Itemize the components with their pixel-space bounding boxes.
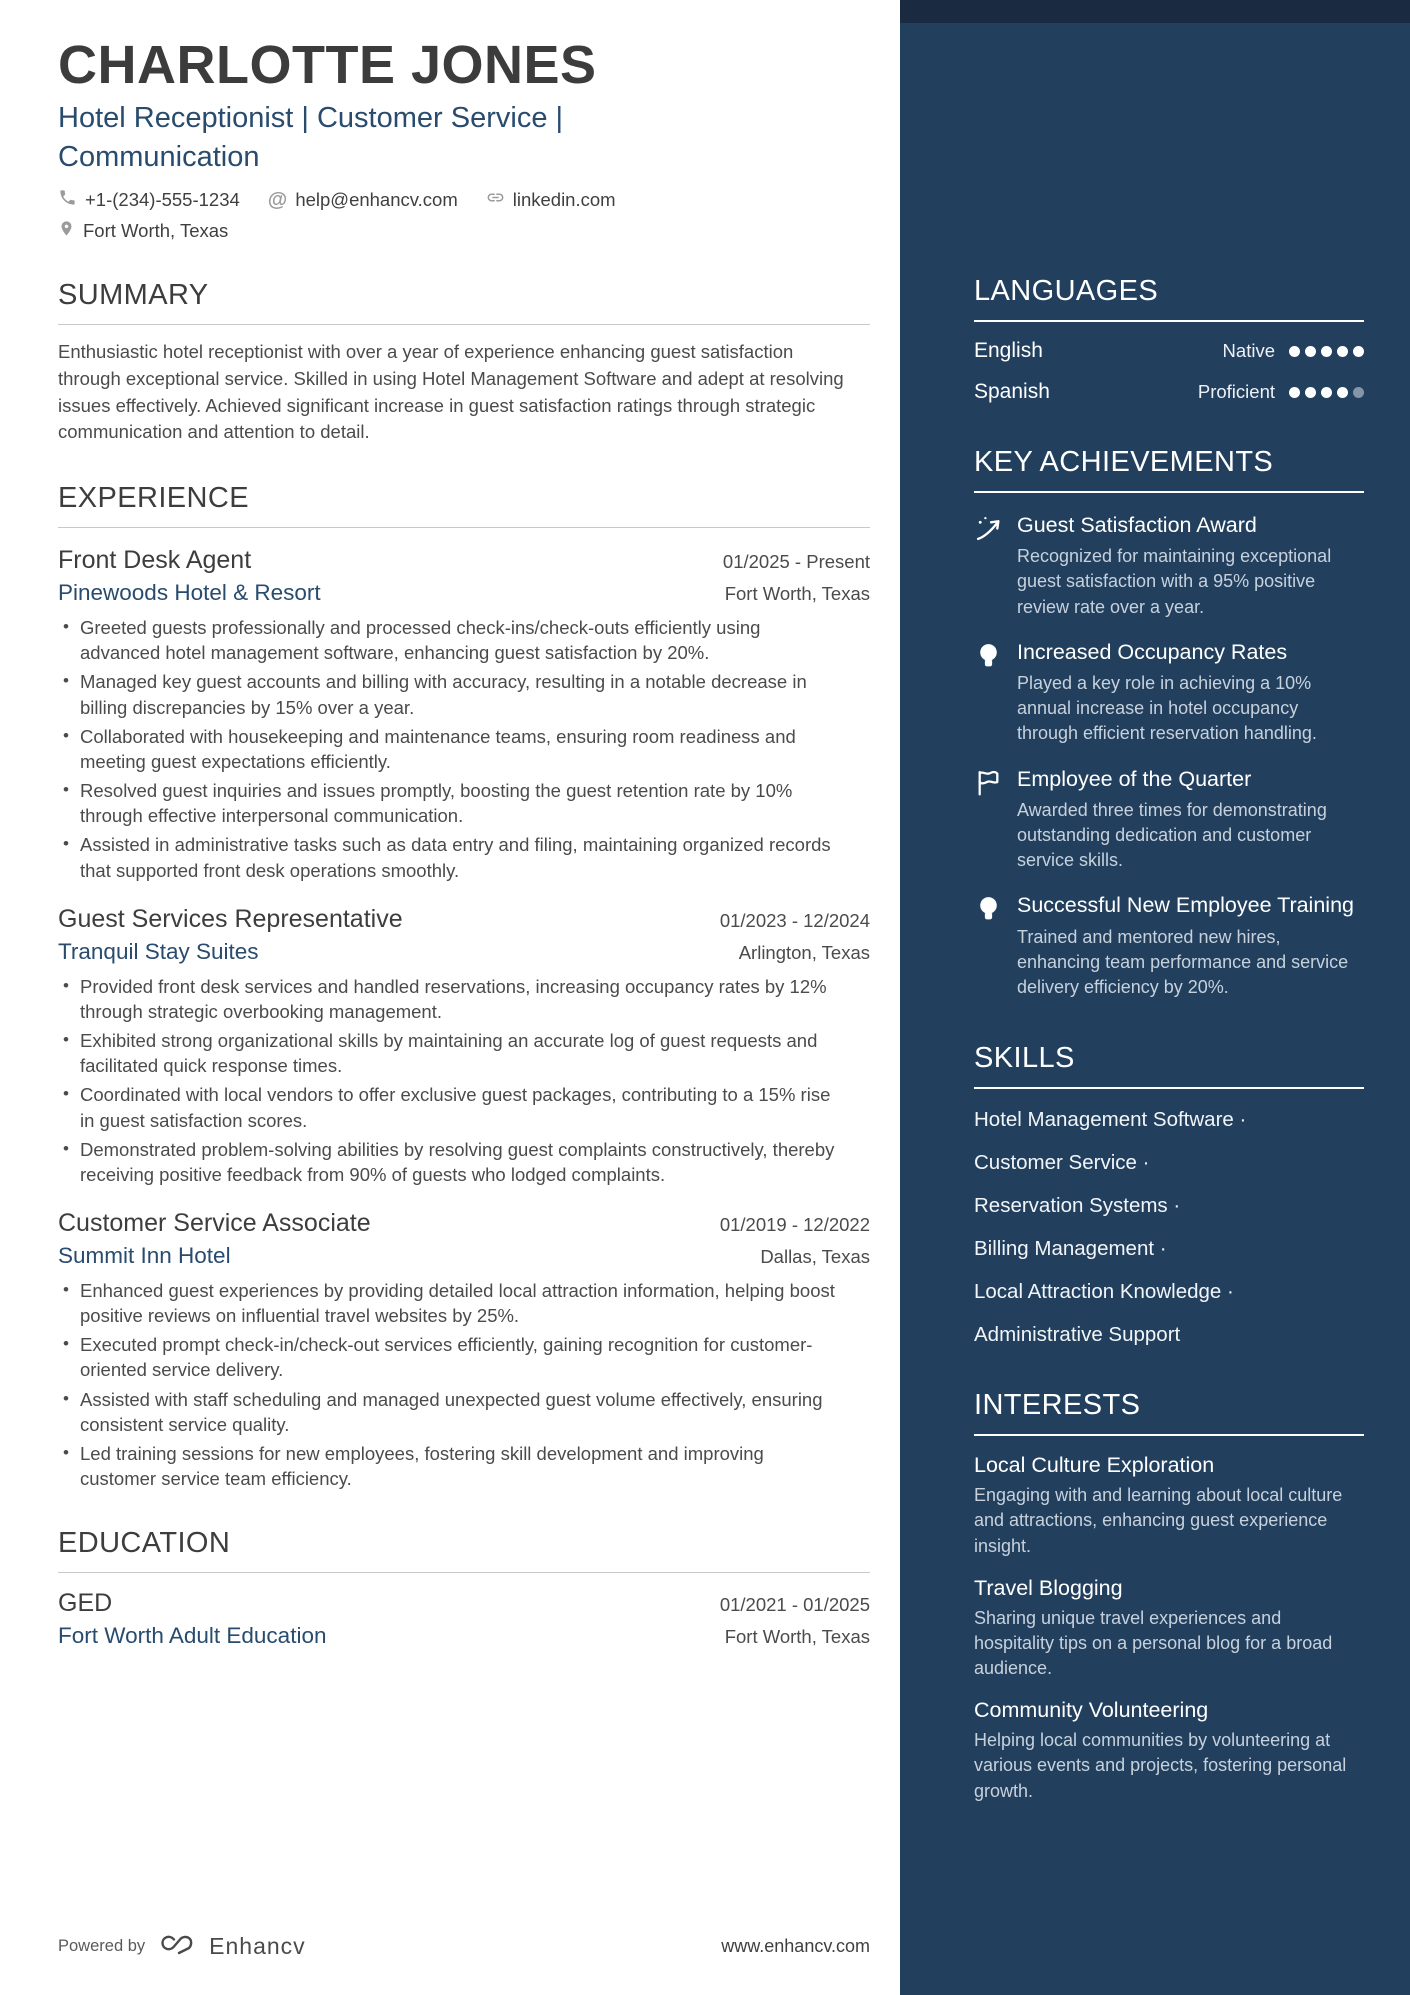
achievement-item	[974, 639, 1364, 747]
interest-text: Sharing unique travel experiences and hospitality tips on a personal blog for a broad audience.	[974, 1607, 1333, 1679]
proficiency-dot	[1321, 387, 1332, 398]
experience-entry	[58, 1209, 870, 1491]
bullet-item: • Executed prompt check-in/check-out services efficiently, gaining recognition for customer-oriented service delivery.	[80, 1332, 842, 1382]
job-dates: 01/2023 - 12/2024	[719, 909, 870, 931]
achievement-icon-slot	[974, 766, 1004, 874]
phone-icon	[58, 188, 77, 212]
bullet-item: • Demonstrated problem-solving abilities by resolving guest complaints constructively, thereby receiving positive feedback from 90% of guests who lodged complaints.	[80, 1137, 842, 1187]
bullet-item: • Collaborated with housekeeping and maintenance teams, ensuring room readiness and meeting guest expectations efficiently.	[80, 724, 842, 774]
main-column	[58, 0, 870, 1649]
contact-linkedin[interactable]	[486, 188, 616, 212]
website-link[interactable]: www.enhancv.com	[721, 1936, 870, 1956]
achievement-icon-slot	[974, 639, 1004, 747]
job-title: Customer Service Associate	[58, 1208, 371, 1237]
flag-icon	[974, 768, 1003, 797]
bullet-item: • Assisted with staff scheduling and managed unexpected guest volume effectively, ensuring consistent service quality.	[80, 1387, 842, 1437]
language-level-label: Native	[1222, 340, 1275, 361]
education-school-row	[58, 1623, 870, 1649]
skill-item: Local Attraction Knowledge ·	[974, 1280, 1234, 1304]
summary-heading: SUMMARY	[58, 279, 870, 325]
interests-section	[974, 1389, 1364, 1804]
experience-section	[58, 482, 870, 1491]
sidebar-content	[900, 23, 1410, 1804]
interest-item	[974, 1576, 1364, 1682]
education-section	[58, 1527, 870, 1649]
skill-item: Administrative Support	[974, 1323, 1181, 1347]
achievements-container	[974, 512, 1364, 1000]
proficiency-dot	[1353, 387, 1364, 398]
interest-item	[974, 1698, 1364, 1804]
interests-heading: INTERESTS	[974, 1389, 1364, 1436]
achievement-title: Increased Occupancy Rates	[1017, 639, 1288, 664]
language-row	[974, 380, 1364, 404]
job-company: Summit Inn Hotel	[58, 1242, 231, 1268]
contact-email-value: help@enhancv.com	[295, 188, 458, 210]
summary-section	[58, 279, 870, 446]
bullet-item: • Exhibited strong organizational skills by maintaining an accurate log of guest requests and facilitated quick response times.	[80, 1028, 842, 1078]
experience-entry	[58, 905, 870, 1187]
languages-container	[974, 339, 1364, 404]
education-heading: EDUCATION	[58, 1527, 870, 1573]
contact-phone	[58, 188, 240, 212]
job-location: Arlington, Texas	[738, 941, 870, 963]
job-dates: 01/2025 - Present	[722, 551, 870, 573]
sidebar-top-strip	[900, 0, 1410, 23]
job-location: Dallas, Texas	[760, 1245, 870, 1267]
job-company: Pinewoods Hotel & Resort	[58, 580, 321, 606]
page-footer	[58, 1932, 870, 1961]
achievements-section	[974, 446, 1364, 1000]
contact-linkedin-value: linkedin.com	[512, 188, 616, 210]
language-level-dots	[1289, 387, 1364, 398]
achievement-item	[974, 512, 1364, 620]
skill-item: Reservation Systems ·	[974, 1194, 1181, 1218]
education-location: Fort Worth, Texas	[724, 1626, 870, 1648]
contact-location	[58, 219, 228, 243]
proficiency-dot	[1305, 387, 1316, 398]
enhancv-logo-icon	[159, 1932, 195, 1961]
skill-item: Customer Service ·	[974, 1151, 1150, 1175]
proficiency-dot	[1305, 346, 1316, 357]
job-company-row	[58, 580, 870, 606]
job-location: Fort Worth, Texas	[724, 583, 870, 605]
achievement-icon-slot	[974, 892, 1004, 1000]
interest-text: Engaging with and learning about local culture and attractions, enhancing guest experience insight.	[974, 1485, 1343, 1556]
bullet-item: • Greeted guests professionally and processed check-ins/check-outs efficiently using advanced hotel management software, enhancing guest satisfaction by 20%.	[80, 615, 842, 665]
bullet-item: • Assisted in administrative tasks such as data entry and filing, maintaining organized records that supported front desk operations smoothly.	[80, 832, 842, 882]
proficiency-dot	[1321, 346, 1332, 357]
interest-text: Helping local communities by volunteering at various events and projects, fostering personal growth.	[974, 1730, 1347, 1801]
achievement-title: Employee of the Quarter	[1017, 766, 1252, 791]
achievement-text: Recognized for maintaining exceptional guest satisfaction with a 95% positive review rate over a year.	[1017, 546, 1332, 617]
experience-heading: EXPERIENCE	[58, 482, 870, 528]
school-name: Fort Worth Adult Education	[58, 1623, 327, 1649]
jobs-container	[58, 546, 870, 1491]
job-header-row	[58, 1209, 870, 1238]
job-bullets	[58, 974, 870, 1187]
skills-container	[974, 1108, 1364, 1347]
job-title: Front Desk Agent	[58, 546, 252, 575]
achievement-title: Guest Satisfaction Award	[1017, 513, 1257, 537]
candidate-title: Hotel Receptionist | Customer Service | Communication	[58, 102, 564, 173]
bullet-item: • Provided front desk services and handled reservations, increasing occupancy rates by 12% through strategic overbooking management.	[80, 974, 842, 1024]
languages-section	[974, 275, 1364, 404]
achievement-text: Played a key role in achieving a 10% annual increase in hotel occupancy through efficient reservation handling.	[1017, 673, 1317, 744]
language-name: English	[974, 339, 1043, 362]
bullet-item: • Coordinated with local vendors to offer exclusive guest packages, contributing to a 15% rise in guest satisfaction scores.	[80, 1082, 842, 1132]
email-at-icon: @	[267, 188, 288, 211]
job-company-row	[58, 939, 870, 965]
achievement-text: Trained and mentored new hires, enhancing team performance and service delivery efficiency by 20%.	[1017, 926, 1349, 997]
lightbulb-icon	[974, 894, 1003, 923]
language-name: Spanish	[974, 380, 1050, 403]
job-title: Guest Services Representative	[58, 904, 403, 933]
proficiency-dot	[1289, 387, 1300, 398]
bullet-item: • Led training sessions for new employees, fostering skill development and improving customer service team efficiency.	[80, 1441, 842, 1491]
achievement-item	[974, 892, 1364, 1000]
job-company-row	[58, 1243, 870, 1269]
contact-phone-value: +1-(234)-555-1234	[85, 188, 240, 210]
proficiency-dot	[1353, 346, 1364, 357]
contact-email[interactable]	[268, 189, 458, 211]
job-dates: 01/2019 - 12/2022	[719, 1213, 870, 1235]
achievement-item	[974, 766, 1364, 874]
powered-by-label: Powered by	[58, 1937, 146, 1955]
arrow-trending-icon	[974, 514, 1003, 543]
candidate-name: CHARLOTTE JONES	[58, 35, 597, 95]
interest-title: Community Volunteering	[974, 1698, 1209, 1723]
languages-heading: LANGUAGES	[974, 275, 1364, 322]
interest-item	[974, 1453, 1364, 1559]
bullet-item: • Managed key guest accounts and billing with accuracy, resulting in a notable decrease in billing discrepancies by 15% over a year.	[80, 669, 842, 719]
job-bullets	[58, 1278, 870, 1491]
brand-name: Enhancv	[209, 1933, 306, 1959]
skill-item: Billing Management ·	[974, 1237, 1167, 1261]
education-entry-header	[58, 1589, 870, 1618]
proficiency-dot	[1337, 387, 1348, 398]
language-row	[974, 339, 1364, 363]
location-pin-icon	[58, 219, 75, 243]
contact-row	[58, 188, 870, 212]
bullet-item: • Resolved guest inquiries and issues promptly, boosting the guest retention rate by 10% through effective interpersonal communication.	[80, 778, 842, 828]
achievement-text: Awarded three times for demonstrating outstanding dedication and customer service skills.	[1017, 799, 1327, 871]
interests-container	[974, 1453, 1364, 1804]
education-dates: 01/2021 - 01/2025	[719, 1594, 870, 1616]
achievement-icon-slot	[974, 512, 1004, 620]
interest-title: Travel Blogging	[974, 1575, 1123, 1600]
skills-section	[974, 1042, 1364, 1347]
achievement-title: Successful New Employee Training	[1017, 893, 1354, 918]
interest-title: Local Culture Exploration	[974, 1453, 1215, 1478]
summary-text: Enthusiastic hotel receptionist with over a year of experience enhancing guest satisfaction through exceptional service. Skilled in using Hotel Management Software and adept at resolving issues effectively. Achieved significant increase in guest satisfaction ratings through strategic communication and attention to detail.	[58, 340, 844, 443]
achievements-heading: KEY ACHIEVEMENTS	[974, 446, 1364, 493]
sidebar	[900, 0, 1410, 1995]
job-header-row	[58, 905, 870, 934]
skill-item: Hotel Management Software ·	[974, 1108, 1247, 1132]
contact-location-value: Fort Worth, Texas	[83, 219, 229, 241]
powered-by-brand[interactable]	[58, 1932, 306, 1961]
lightbulb-icon	[974, 641, 1003, 670]
language-level-label: Proficient	[1197, 381, 1275, 402]
link-icon	[486, 188, 505, 212]
proficiency-dot	[1289, 346, 1300, 357]
experience-entry	[58, 546, 870, 883]
job-company: Tranquil Stay Suites	[58, 938, 259, 964]
skills-heading: SKILLS	[974, 1042, 1364, 1089]
job-bullets	[58, 615, 870, 883]
proficiency-dot	[1337, 346, 1348, 357]
job-header-row	[58, 546, 870, 575]
degree-title: GED	[58, 1589, 113, 1618]
bullet-item: • Enhanced guest experiences by providing detailed local attraction information, helping boost positive reviews on influential travel websites by 25%.	[80, 1278, 842, 1328]
resume-header	[58, 0, 870, 243]
language-level-dots	[1289, 346, 1364, 357]
contact-row-location	[58, 219, 870, 243]
